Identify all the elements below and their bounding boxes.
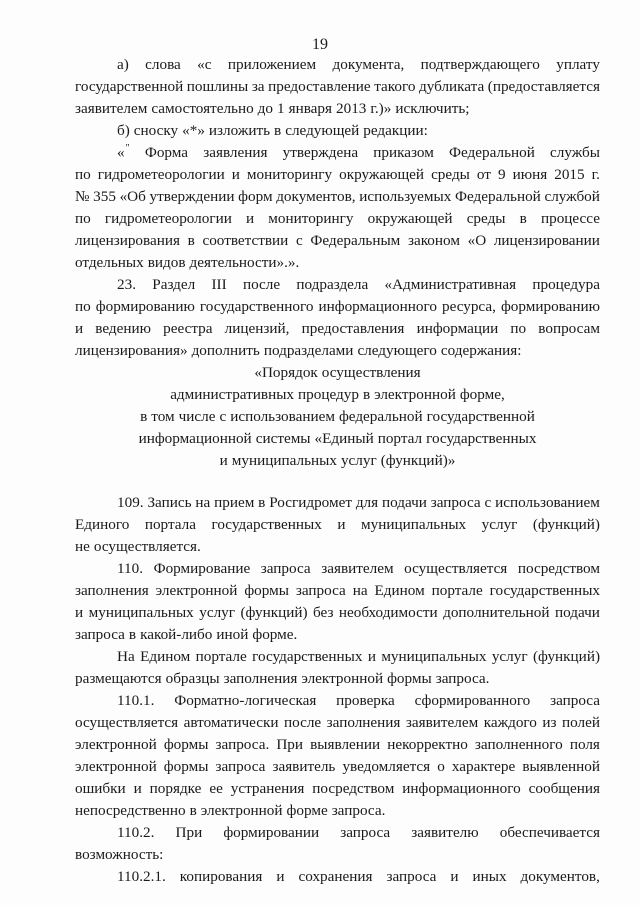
word: в	[258, 494, 266, 511]
word: муниципальных	[88, 604, 194, 621]
word: Федеральной	[449, 144, 535, 161]
word: (функций)»	[380, 452, 456, 469]
word: государственной	[75, 78, 184, 95]
word: и	[75, 320, 84, 337]
word: Раздел	[152, 276, 196, 293]
word: за	[251, 78, 265, 95]
word: запроса	[340, 824, 391, 841]
word: 110.2.1.	[117, 868, 166, 885]
word: ведению	[95, 320, 151, 337]
word: и	[337, 516, 346, 533]
word: исключить;	[395, 100, 470, 117]
word: из	[542, 714, 557, 731]
word: формировании	[223, 824, 320, 841]
word: 1	[277, 100, 285, 117]
word: осуществляется	[75, 714, 179, 731]
page-number: 19	[312, 36, 328, 53]
word: электронной	[200, 802, 283, 819]
footnote-mark: "	[125, 143, 130, 154]
word: осуществляется.	[93, 538, 201, 555]
word: на	[352, 582, 368, 599]
word: после	[242, 276, 281, 293]
word: подачи	[555, 604, 600, 621]
word: июня	[512, 166, 548, 183]
text-line	[75, 98, 600, 120]
word: редакции:	[363, 122, 428, 139]
word: законом	[407, 232, 460, 249]
word: и	[246, 210, 255, 227]
text-line	[117, 54, 600, 76]
word: заполненного	[474, 736, 563, 753]
text-line	[75, 624, 600, 646]
text-line	[75, 778, 600, 800]
word: запроса	[295, 582, 346, 599]
word: 2015	[554, 166, 585, 183]
word: сохранения	[298, 868, 373, 885]
word: поля	[569, 736, 600, 753]
word: размещаются	[75, 670, 162, 687]
word: документов,	[276, 188, 356, 205]
word: лицензирования	[75, 232, 180, 249]
word: не	[75, 538, 90, 555]
word: «Об	[119, 188, 146, 205]
word: некорректно	[387, 736, 468, 753]
word: ресурса,	[441, 298, 496, 315]
word: самостоятельно	[151, 100, 254, 117]
word: по	[75, 298, 91, 315]
text-line	[75, 318, 600, 340]
word: осуществления	[321, 364, 421, 381]
word: На	[117, 648, 135, 665]
word: с	[219, 408, 227, 425]
word: запроса	[260, 560, 311, 577]
word: ошибки	[75, 780, 126, 797]
word: без	[312, 604, 334, 621]
word: и	[367, 648, 376, 665]
word: по	[510, 320, 527, 337]
word: сообщения	[528, 780, 600, 797]
word: «с	[197, 56, 212, 73]
word: предоставления	[301, 320, 405, 337]
word: «Административная	[384, 276, 517, 293]
word: лицензий,	[224, 320, 290, 337]
word: Единого	[75, 516, 130, 533]
word: иной	[216, 626, 249, 643]
word: приказом	[373, 144, 434, 161]
word: формы	[387, 670, 432, 687]
word: пошлины	[186, 78, 249, 95]
word: проверка	[336, 692, 395, 709]
word: формированию	[500, 298, 600, 315]
word: приложением	[227, 56, 317, 73]
word: заявителем	[321, 560, 394, 577]
word: до	[257, 100, 273, 117]
word: дополнительной	[443, 604, 550, 621]
word: Форматно-логическая	[174, 692, 317, 709]
word: службы	[550, 144, 600, 161]
text-line	[75, 450, 600, 472]
word: государственных	[426, 430, 537, 447]
word: формированию	[95, 298, 195, 315]
word: следующего	[357, 342, 437, 359]
word: форме	[286, 802, 328, 819]
word: окружающей	[367, 210, 453, 227]
word: муниципальных	[231, 452, 337, 469]
word: о	[437, 758, 445, 775]
word: III	[211, 276, 227, 293]
word: запроса	[386, 868, 437, 885]
word: заявителем	[75, 100, 148, 117]
word: выявленной	[522, 758, 600, 775]
word: процедура	[532, 276, 600, 293]
word: (функций)	[532, 516, 600, 533]
word: среды	[466, 210, 506, 227]
word: формы	[163, 758, 209, 775]
word: иных	[472, 868, 507, 885]
word: услуг	[199, 604, 235, 621]
word: в	[128, 626, 137, 643]
word: документов,	[520, 868, 600, 885]
text-line	[117, 120, 600, 142]
word: документа,	[332, 56, 405, 73]
word: гидрометеорологии	[104, 210, 232, 227]
word: и	[450, 868, 459, 885]
text-line	[75, 208, 600, 230]
word: образцы	[165, 670, 220, 687]
word: №	[75, 188, 90, 205]
word: подачи	[381, 494, 427, 511]
word: такого	[374, 78, 416, 95]
word: каждого	[483, 714, 537, 731]
word: и	[75, 604, 84, 621]
word: формы	[244, 582, 289, 599]
word: (предоставляется	[487, 78, 600, 95]
word: обеспечивается	[499, 824, 600, 841]
text-line	[75, 756, 600, 778]
word: гидрометеорологии	[97, 166, 225, 183]
word: в	[362, 386, 371, 403]
word: При	[276, 736, 304, 753]
text-line	[75, 536, 600, 558]
word: в	[519, 210, 527, 227]
word: от	[476, 166, 491, 183]
word: после	[284, 714, 322, 731]
text-line	[75, 384, 600, 406]
word: и	[133, 780, 142, 797]
text-line	[75, 580, 600, 602]
word: в	[140, 408, 148, 425]
word: полей	[561, 714, 600, 731]
word: Федеральной	[454, 188, 541, 205]
text-line	[117, 492, 600, 514]
word: процессе	[540, 210, 600, 227]
word: запроса	[550, 692, 600, 709]
word: портал	[377, 430, 423, 447]
text-line	[117, 822, 600, 844]
word: утверждена	[282, 144, 359, 161]
word: среды	[431, 166, 470, 183]
word: портале	[195, 648, 247, 665]
word: запроса	[430, 494, 481, 511]
word: Запись	[147, 494, 192, 511]
word: запроса.	[215, 736, 270, 753]
word: Росгидромет	[269, 494, 352, 511]
word: соответствии	[202, 232, 289, 249]
word: заявителю	[411, 824, 479, 841]
word: копирования	[179, 868, 263, 885]
word: на	[195, 494, 211, 511]
word: мониторингу	[246, 166, 333, 183]
word: подтверждающего	[420, 56, 540, 73]
word: устранения	[230, 780, 305, 797]
word: и	[231, 166, 240, 183]
word: 110.2.	[117, 824, 155, 841]
word: ее	[209, 780, 223, 797]
word: в	[187, 232, 195, 249]
text-line	[75, 76, 600, 98]
word: осуществляется	[404, 560, 508, 577]
word: г.	[591, 166, 600, 183]
word: 23.	[117, 276, 136, 293]
word: реестра	[163, 320, 213, 337]
word: 355	[93, 188, 116, 205]
word: изложить	[208, 122, 271, 139]
word: Едином	[374, 582, 425, 599]
word: посредством	[517, 560, 600, 577]
word: электронной	[374, 386, 456, 403]
word: уведомляется	[342, 758, 431, 775]
text-line	[75, 514, 600, 536]
word: окружающей	[339, 166, 425, 183]
word: используемых	[359, 188, 452, 205]
word: информационного	[402, 780, 521, 797]
word: портале	[431, 582, 483, 599]
word: электронной	[301, 670, 384, 687]
word: услуг	[340, 452, 377, 469]
word: «Порядок	[254, 364, 318, 381]
word: заявления	[203, 144, 268, 161]
word: дубликата	[418, 78, 485, 95]
word: содержания:	[440, 342, 522, 359]
word: Едином	[140, 648, 191, 665]
word: (функций)	[240, 604, 308, 621]
word: Формирование	[153, 560, 251, 577]
word: видов	[147, 254, 186, 271]
word: запроса.	[435, 670, 490, 687]
word: вопросам	[538, 320, 600, 337]
text-line	[75, 252, 600, 274]
word: информации	[416, 320, 499, 337]
word: необходимости	[338, 604, 438, 621]
word: Форма	[144, 144, 189, 161]
text-line	[75, 296, 600, 318]
word: г.)»	[370, 100, 392, 117]
word: прием	[214, 494, 255, 511]
word: утверждении	[149, 188, 235, 205]
word: информационной	[138, 430, 252, 447]
word: услуг	[481, 516, 518, 533]
text-line	[117, 142, 600, 164]
word: какой-либо	[140, 626, 213, 643]
word: б)	[117, 122, 130, 139]
word: запроса	[215, 758, 266, 775]
word: в	[274, 122, 282, 139]
text-line	[75, 602, 600, 624]
word: и	[219, 452, 228, 469]
word: 109.	[117, 494, 144, 511]
text-line	[75, 362, 600, 384]
word: предоставление	[268, 78, 371, 95]
word: информационного	[318, 298, 437, 315]
word: электронной	[75, 736, 157, 753]
word: административных	[170, 386, 295, 403]
word: запроса.	[331, 802, 386, 819]
text-line	[117, 866, 600, 888]
word: государственных	[489, 582, 600, 599]
text-line	[75, 800, 600, 822]
word: с	[484, 494, 492, 511]
word: в	[189, 802, 197, 819]
word: подраздела	[296, 276, 369, 293]
word: посредством	[312, 780, 395, 797]
word: государственных	[211, 516, 322, 533]
text-line	[117, 690, 600, 712]
word: заполнения	[326, 714, 401, 731]
word: 2013	[336, 100, 367, 117]
word: 110.1.	[117, 692, 155, 709]
word: заполнения	[223, 670, 298, 687]
word: запроса	[75, 626, 125, 643]
word: службой	[544, 188, 600, 205]
word: государственного	[199, 298, 314, 315]
word: сформированного	[414, 692, 531, 709]
word: «*»	[182, 122, 205, 139]
word: форм	[238, 188, 273, 205]
word: услуг	[491, 648, 528, 665]
word: сноску	[133, 122, 179, 139]
word: форме.	[252, 626, 298, 643]
word: подразделами	[263, 342, 354, 359]
text-line	[75, 734, 600, 756]
word: том	[151, 408, 175, 425]
word: января	[288, 100, 332, 117]
text-line	[75, 164, 600, 186]
word: электронной	[75, 758, 157, 775]
text-line	[75, 668, 600, 690]
word: автоматически	[183, 714, 279, 731]
word: Федеральным	[310, 232, 401, 249]
word: возможность:	[75, 846, 164, 863]
word: «О	[467, 232, 487, 249]
word: электронной	[155, 582, 238, 599]
word: портала	[144, 516, 196, 533]
text-line	[75, 340, 600, 362]
word: деятельности».».	[189, 254, 300, 271]
word: заявителем	[405, 714, 479, 731]
word: дополнить	[191, 342, 260, 359]
word: непосредственно	[75, 802, 186, 819]
word: лицензирования»	[75, 342, 188, 359]
word: выявлении	[310, 736, 381, 753]
word: порядке	[149, 780, 202, 797]
word: федеральной	[338, 408, 423, 425]
word: с	[295, 232, 303, 249]
word: слова	[145, 56, 181, 73]
word: При	[175, 824, 203, 841]
word: числе	[178, 408, 216, 425]
text-line	[117, 558, 600, 580]
word: (функций)	[532, 648, 600, 665]
word: отдельных	[75, 254, 144, 271]
text-line	[75, 844, 600, 866]
word: муниципальных	[381, 648, 487, 665]
word: заполнения	[75, 582, 149, 599]
word: лицензировании	[493, 232, 600, 249]
text-line	[117, 274, 600, 296]
word: по	[75, 210, 91, 227]
word: использованием	[230, 408, 335, 425]
word: государственной	[426, 408, 535, 425]
word: по	[75, 166, 91, 183]
word: «Единый	[314, 430, 374, 447]
word: для	[355, 494, 379, 511]
text-line	[117, 646, 600, 668]
word: характере	[451, 758, 516, 775]
word: 110.	[117, 560, 144, 577]
word: следующей	[285, 122, 360, 139]
word: «"	[117, 143, 130, 161]
text-line	[75, 186, 600, 208]
word: государственных	[252, 648, 363, 665]
word: системы	[255, 430, 311, 447]
text-line	[75, 230, 600, 252]
word: уплату	[556, 56, 600, 73]
text-line	[75, 406, 600, 428]
text-line	[75, 428, 600, 450]
word: муниципальных	[360, 516, 467, 533]
word: и	[276, 868, 285, 885]
word: мониторингу	[268, 210, 354, 227]
word: заявитель	[272, 758, 336, 775]
word: а)	[117, 56, 129, 73]
word: использованием	[495, 494, 600, 511]
text-line	[75, 712, 600, 734]
word: форме,	[459, 386, 505, 403]
word: процедур	[298, 386, 359, 403]
word: формы	[163, 736, 209, 753]
word: 9	[497, 166, 506, 183]
